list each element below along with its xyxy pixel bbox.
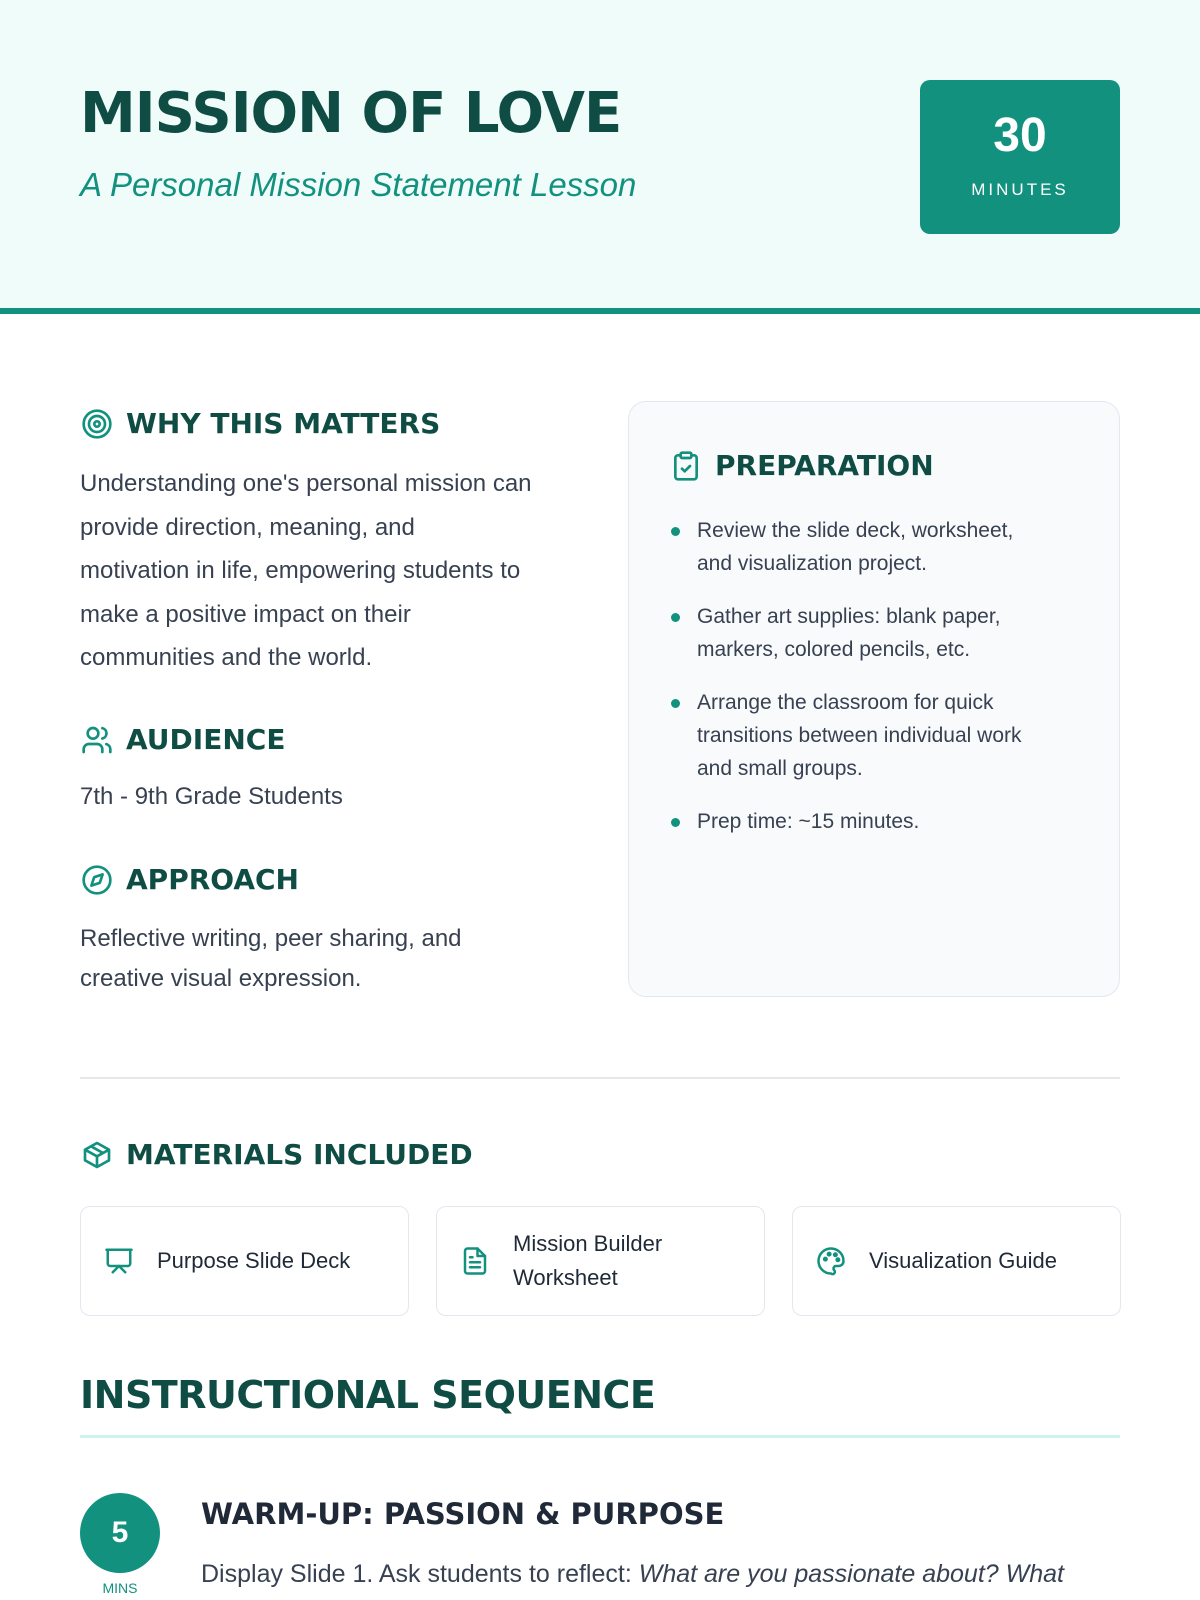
list-item xyxy=(669,805,1079,838)
why-text xyxy=(80,462,600,680)
duration-unit: MINUTES xyxy=(971,180,1069,199)
step-title: WARM-UP: PASSION & PURPOSE xyxy=(201,1497,725,1531)
palette-icon xyxy=(815,1245,847,1277)
page-title: MISSION OF LOVE xyxy=(80,81,622,146)
sequence-rule xyxy=(80,1435,1120,1438)
materials-heading xyxy=(80,1137,473,1173)
list-item-line: transitions between individual work xyxy=(697,724,1022,747)
list-item-line: and visualization project. xyxy=(697,552,927,575)
target-icon xyxy=(80,407,114,441)
approach-heading xyxy=(80,862,299,898)
step-description xyxy=(201,1555,1121,1593)
materials-heading-label: MATERIALS INCLUDED xyxy=(126,1138,473,1171)
list-item-line: Prep time: ~15 minutes. xyxy=(697,810,920,833)
step-description-text: Display Slide 1. Ask students to reflect: xyxy=(201,1560,639,1588)
list-item-line: Gather art supplies: blank paper, xyxy=(697,605,1001,628)
audience-text: 7th - 9th Grade Students xyxy=(80,783,343,810)
sequence-heading: INSTRUCTIONAL SEQUENCE xyxy=(80,1373,656,1417)
presentation-icon xyxy=(103,1245,135,1277)
why-line: motivation in life, empowering students to xyxy=(80,557,521,584)
clipboard-check-icon xyxy=(669,449,703,483)
step-description-question: What are you passionate about? What xyxy=(638,1560,1064,1588)
why-heading xyxy=(80,406,440,442)
preparation-list xyxy=(669,514,1079,858)
list-item-line: and small groups. xyxy=(697,757,863,780)
file-text-icon xyxy=(459,1245,491,1277)
compass-icon xyxy=(80,863,114,897)
duration-badge xyxy=(920,80,1120,234)
audience-heading xyxy=(80,722,285,758)
material-label-line: Mission Builder xyxy=(513,1231,663,1256)
why-line: provide direction, meaning, and xyxy=(80,513,415,541)
material-card-slide-deck[interactable] xyxy=(80,1206,409,1316)
preparation-heading xyxy=(669,448,934,484)
preparation-heading-label: PREPARATION xyxy=(715,449,934,482)
duration-value: 30 xyxy=(993,109,1047,162)
list-item-line: Review the slide deck, worksheet, xyxy=(697,519,1014,542)
why-line: make a positive impact on their xyxy=(80,600,411,628)
section-divider xyxy=(80,1077,1120,1079)
page-subtitle: A Personal Mission Statement Lesson xyxy=(80,166,637,203)
approach-heading-label: APPROACH xyxy=(126,863,299,896)
approach-line: Reflective writing, peer sharing, and xyxy=(80,925,462,952)
approach-text xyxy=(80,919,600,999)
material-card-visualization[interactable] xyxy=(792,1206,1121,1316)
material-label xyxy=(513,1227,662,1295)
list-item xyxy=(669,600,1079,666)
material-label-line: Worksheet xyxy=(513,1265,618,1290)
material-label: Purpose Slide Deck xyxy=(157,1248,351,1273)
why-heading-label: WHY THIS MATTERS xyxy=(126,407,441,440)
step-duration-badge: 5 xyxy=(80,1493,160,1573)
approach-line: creative visual expression. xyxy=(80,965,362,992)
why-line: communities and the world. xyxy=(80,644,373,671)
why-line: Understanding one's personal mission can xyxy=(80,470,532,497)
material-label: Visualization Guide xyxy=(869,1248,1057,1273)
list-item xyxy=(669,686,1079,785)
lesson-header xyxy=(0,0,1200,314)
list-item xyxy=(669,514,1079,580)
package-icon xyxy=(80,1138,114,1172)
step-duration-unit: MINS xyxy=(102,1580,138,1596)
users-icon xyxy=(80,723,114,757)
preparation-card xyxy=(628,401,1120,997)
list-item-line: Arrange the classroom for quick xyxy=(697,691,994,714)
audience-heading-label: AUDIENCE xyxy=(126,723,286,756)
material-card-worksheet[interactable] xyxy=(436,1206,765,1316)
list-item-line: markers, colored pencils, etc. xyxy=(697,638,971,661)
